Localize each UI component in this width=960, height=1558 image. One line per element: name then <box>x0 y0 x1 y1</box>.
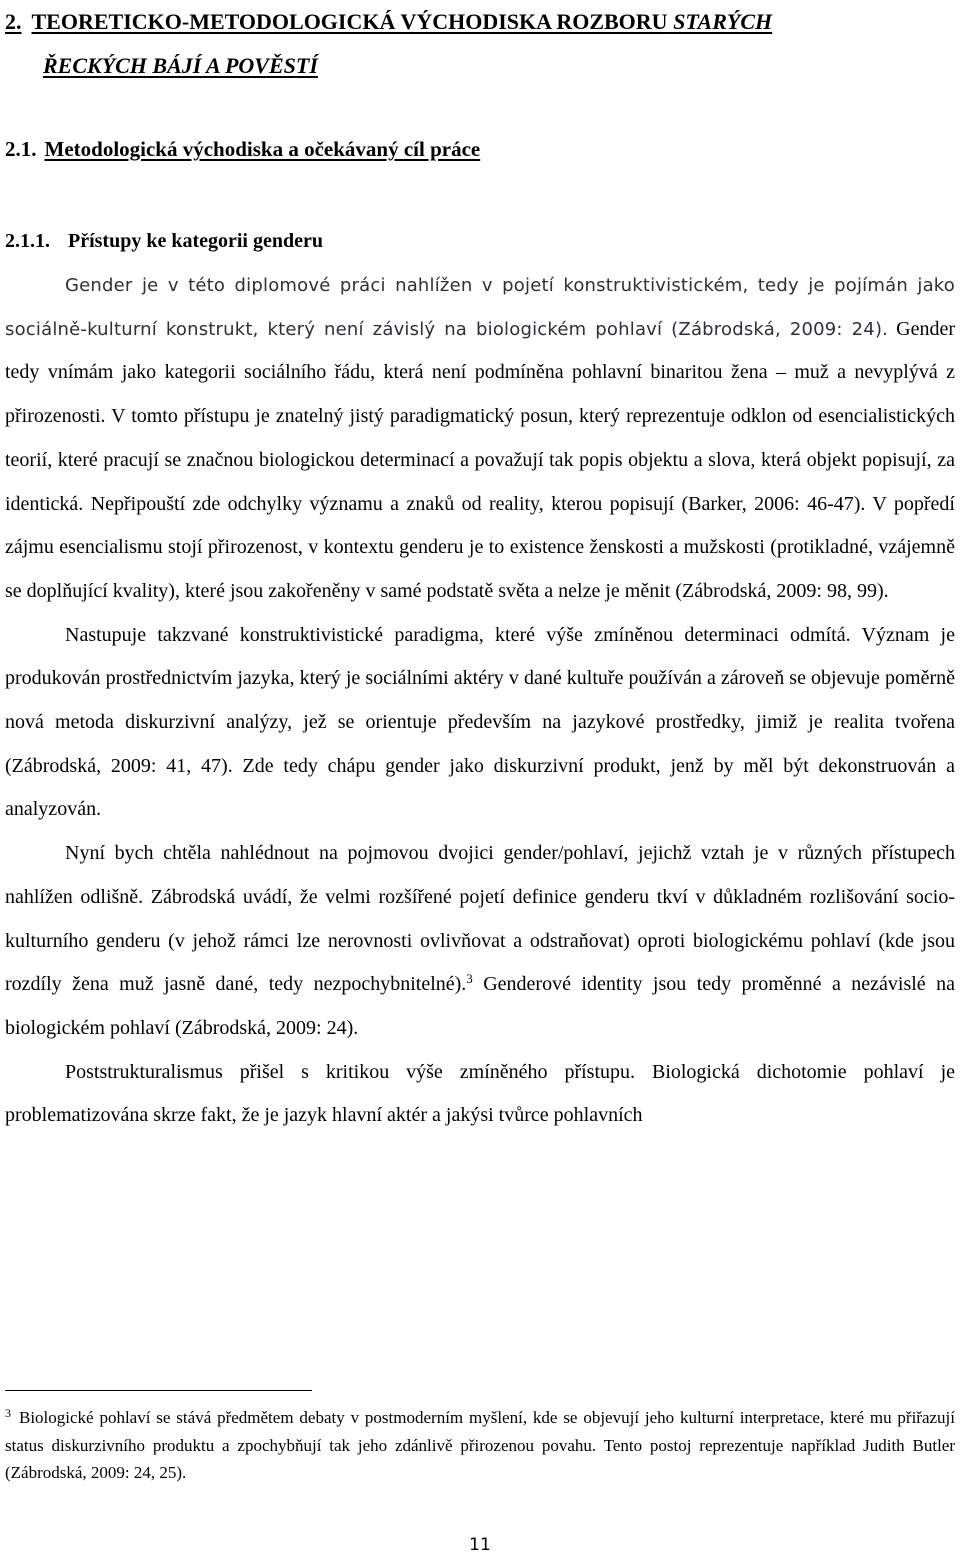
footnote <box>5 1404 955 1487</box>
footnote-reference: 3 <box>466 971 473 987</box>
subsection-heading <box>5 222 323 260</box>
subsection-title: Přístupy ke kategorii genderu <box>68 230 323 252</box>
chapter-title-italic-1: STARÝCH <box>673 9 773 34</box>
paragraph-2: Nastupuje takzvané konstruktivistické paradigma, které výše zmíněnou determinaci odmítá. Význam je produkován prostřednictvím jazyka, který je sociálními aktéry v dané kultuře používán a zároveň se objevuje poměrně nová metoda diskurzivní analýzy, jež se orientuje především na jazykové prostředky, jimiž je realita tvořena (Zábrodská, 2009: 41, 47). Zde tedy chápu gender jako diskurzivní produkt, jenž by měl být dekonstruován a analyzován. <box>5 623 955 821</box>
body-text <box>5 264 955 1138</box>
paragraph-3-text: Nyní bych chtěla nahlédnout na pojmovou dvojici gender/pohlaví, jejichž vztah je v různých přístupech nahlížen odlišně. Zábrodská uvádí, že velmi rozšířené pojetí definice genderu tkví v důkladném rozlišování socio-kulturního genderu (v jehož rámci lze nerovnosti ovlivňovat a odstraňovat) oproti biologickému pohlaví (kde jsou rozdíly žena muž jasně dané, tedy nezpochybnitelné). <box>5 842 955 996</box>
chapter-title-italic-2: ŘECKÝCH BÁJÍ A POVĚSTÍ <box>43 53 318 78</box>
paragraph-4: Poststrukturalismus přišel s kritikou výše zmíněného přístupu. Biologická dichotomie pohlaví je problematizována skrze fakt, že je jazyk hlavní aktér a jakýsi tvůrce pohlavních <box>5 1060 955 1127</box>
paragraph-3-tail: Genderové identity jsou tedy proměnné a nezávislé na biologickém pohlaví (Zábrodská, 2009: 24). <box>5 973 955 1039</box>
footnote-separator <box>5 1390 312 1391</box>
chapter-heading <box>5 0 955 88</box>
paragraph-1-intro: Gender je v této diplomové práci nahlížen v pojetí konstruktivistickém, tedy je pojímán jako sociálně-kulturní konstrukt, který není závislý na biologickém pohlaví (Zábrodská, 2009: 24). <box>5 275 955 340</box>
chapter-title-regular: TEORETICKO-METODOLOGICKÁ VÝCHODISKA ROZBORU <box>31 9 668 34</box>
footnote-marker: 3 <box>5 1406 11 1420</box>
paragraph-1 <box>5 264 955 614</box>
page-number: 11 <box>469 1535 491 1555</box>
section-heading <box>5 130 480 168</box>
subsection-number: 2.1.1. <box>5 230 50 252</box>
section-number: 2.1. <box>5 137 37 161</box>
footnote-text: Biologické pohlaví se stává předmětem debaty v postmoderním myšlení, kde se objevují jeho kulturní interpretace, které mu přiřazují status diskurzivního produktu a zpochybňují tak jeho zdánlivě přirozenou povahu. Tento postoj reprezentuje například Judith Butler (Zábrodská, 2009: 24, 25). <box>5 1408 955 1482</box>
paragraph-3 <box>5 832 955 1051</box>
paragraph-1-rest: Gender tedy vnímám jako kategorii sociálního řádu, která není podmíněna pohlavní binaritou žena – muž a nevyplývá z přirozenosti. V tomto přístupu je znatelný jistý paradigmatický posun, který reprezentuje odklon od esencialistických teorií, které pracují se značnou biologickou determinací a považují tak popis objektu a slova, která objekt popisují, za identická. Nepřipouští zde odchylky významu a znaků od reality, kterou popisují (Barker, 2006: 46-47). V popředí zájmu esencialismu stojí přirozenost, v kontextu genderu je to existence ženskosti a mužskosti (protikladné, vzájemně se doplňující kvality), které jsou zakořeněny v samé podstatě světa a nelze je měnit (Zábrodská, 2009: 98, 99). <box>5 317 955 602</box>
chapter-number: 2. <box>5 9 22 34</box>
section-title: Metodologická východiska a očekávaný cíl práce <box>44 137 481 161</box>
